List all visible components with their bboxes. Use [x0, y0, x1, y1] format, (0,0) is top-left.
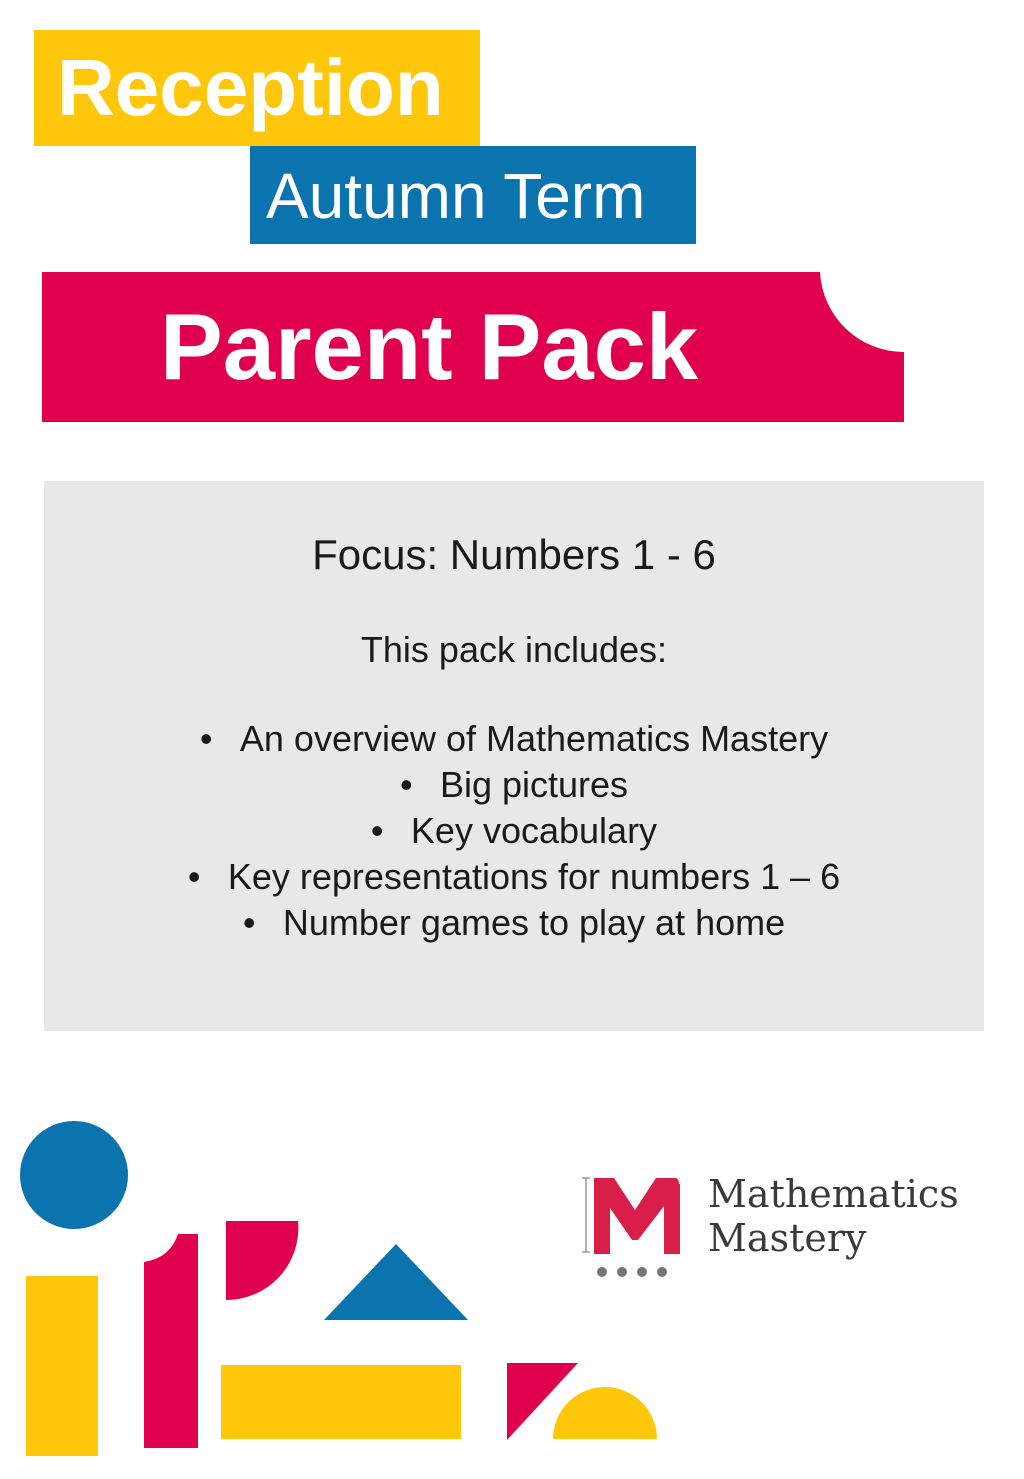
contents-list	[44, 716, 984, 946]
list-item	[44, 808, 984, 854]
logo-line-1: Mathematics	[708, 1172, 959, 1216]
list-item-text: Key representations for numbers 1 – 6	[227, 856, 841, 897]
yellow-semicircle-shape	[553, 1387, 657, 1439]
page-title: Parent Pack	[160, 294, 699, 399]
list-item-text: An overview of Mathematics Mastery	[239, 718, 829, 759]
bullet-icon: •	[187, 856, 201, 897]
logo-line-2: Mastery	[708, 1216, 867, 1260]
logo-wordmark	[708, 1172, 959, 1260]
list-item-text: Big pictures	[439, 764, 629, 805]
list-item	[44, 716, 984, 762]
list-item-text: Key vocabulary	[410, 810, 658, 851]
mathematics-mastery-logo-icon	[580, 1170, 690, 1282]
blue-circle-shape	[20, 1121, 128, 1229]
bullet-icon: •	[370, 810, 384, 851]
term-label: Autumn Term	[266, 160, 646, 232]
list-item	[44, 854, 984, 900]
bullet-icon: •	[199, 718, 213, 759]
yellow-tall-rect-shape	[26, 1276, 98, 1456]
blue-triangle-shape	[324, 1244, 468, 1320]
list-item-text: Number games to play at home	[282, 902, 786, 943]
focus-heading: Focus: Numbers 1 - 6	[312, 531, 716, 578]
list-item	[44, 900, 984, 946]
list-item	[44, 762, 984, 808]
bullet-icon: •	[242, 902, 256, 943]
decorative-shapes	[0, 1100, 700, 1479]
reception-label: Reception	[57, 43, 444, 132]
red-pillar-shape	[144, 1234, 198, 1448]
red-quarter-circle-shape	[226, 1221, 298, 1300]
includes-heading: This pack includes:	[360, 629, 668, 670]
bullet-icon: •	[399, 764, 413, 805]
yellow-wide-rect-shape	[221, 1365, 461, 1439]
